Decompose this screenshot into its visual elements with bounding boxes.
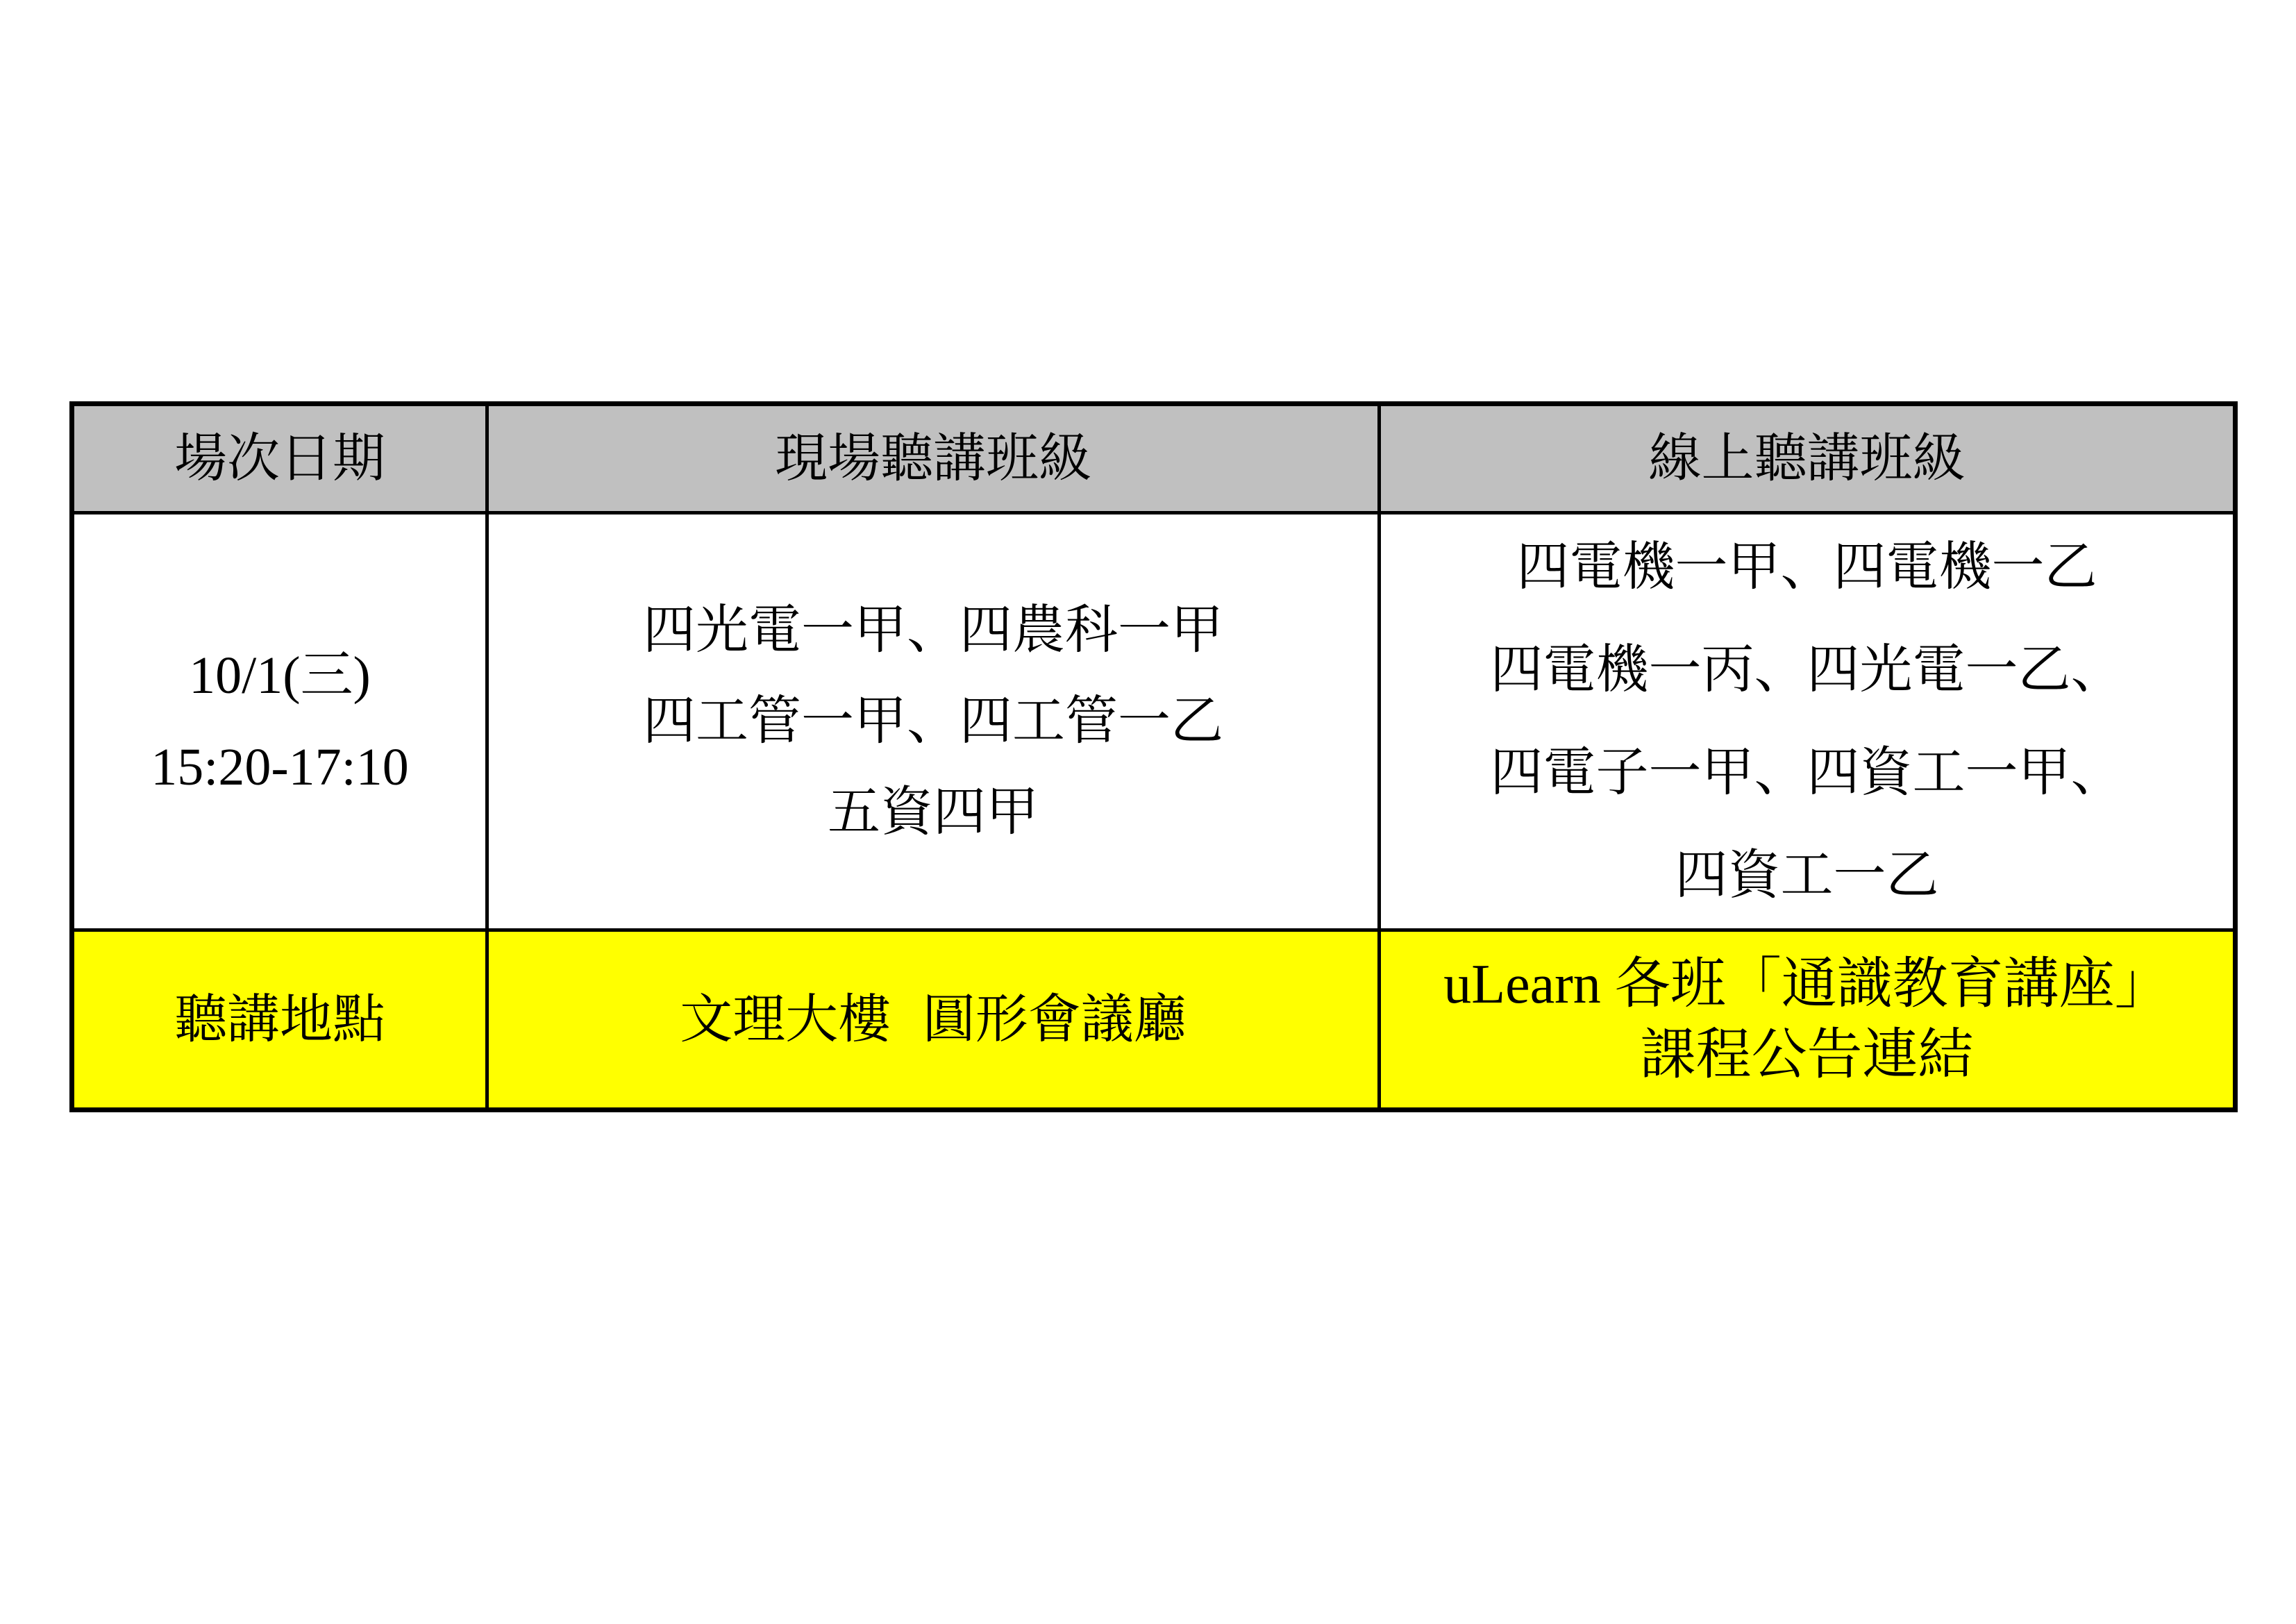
header-onsite-classes-label: 現場聽講班級 xyxy=(775,429,1091,488)
online-classes-line-2: 四電機一丙、四光電一乙、 xyxy=(1490,641,2124,699)
onsite-classes-line-1: 四光電一甲、四農科一甲 xyxy=(643,601,1223,660)
online-location-line-1: uLearn 各班「通識教育講座」 xyxy=(1443,953,2170,1015)
location-row xyxy=(72,930,2236,1110)
onsite-classes-line-3: 五資四甲 xyxy=(828,783,1039,842)
online-classes-line-3: 四電子一甲、四資工一甲、 xyxy=(1490,744,2124,802)
header-session-date-label: 場次日期 xyxy=(174,429,385,488)
online-classes-cell xyxy=(1380,513,2236,930)
online-classes-line-4: 四資工一乙 xyxy=(1675,846,1939,905)
onsite-classes-line-2: 四工管一甲、四工管一乙 xyxy=(643,692,1223,751)
online-location-line-2: 課程公告連結 xyxy=(1640,1024,1974,1086)
session-row xyxy=(72,513,2236,930)
header-cell-online-classes xyxy=(1380,404,2236,513)
schedule-table xyxy=(69,401,2238,1112)
session-date-cell xyxy=(72,513,487,930)
online-location-cell xyxy=(1380,930,2236,1110)
header-row xyxy=(72,404,2236,513)
header-cell-onsite-classes xyxy=(487,404,1380,513)
header-online-classes-label: 線上聽講班級 xyxy=(1648,429,1966,488)
location-label-cell xyxy=(72,930,487,1110)
session-date-line: 10/1(三) xyxy=(189,646,371,705)
session-time-line: 15:20-17:10 xyxy=(151,738,409,796)
onsite-location-cell xyxy=(487,930,1380,1110)
location-label: 聽講地點 xyxy=(174,990,385,1049)
header-cell-session-date xyxy=(72,404,487,513)
onsite-location-text: 文理大樓 圓形會議廳 xyxy=(680,990,1187,1049)
onsite-classes-cell xyxy=(487,513,1380,930)
online-classes-line-1: 四電機一甲、四電機一乙 xyxy=(1516,538,2097,596)
